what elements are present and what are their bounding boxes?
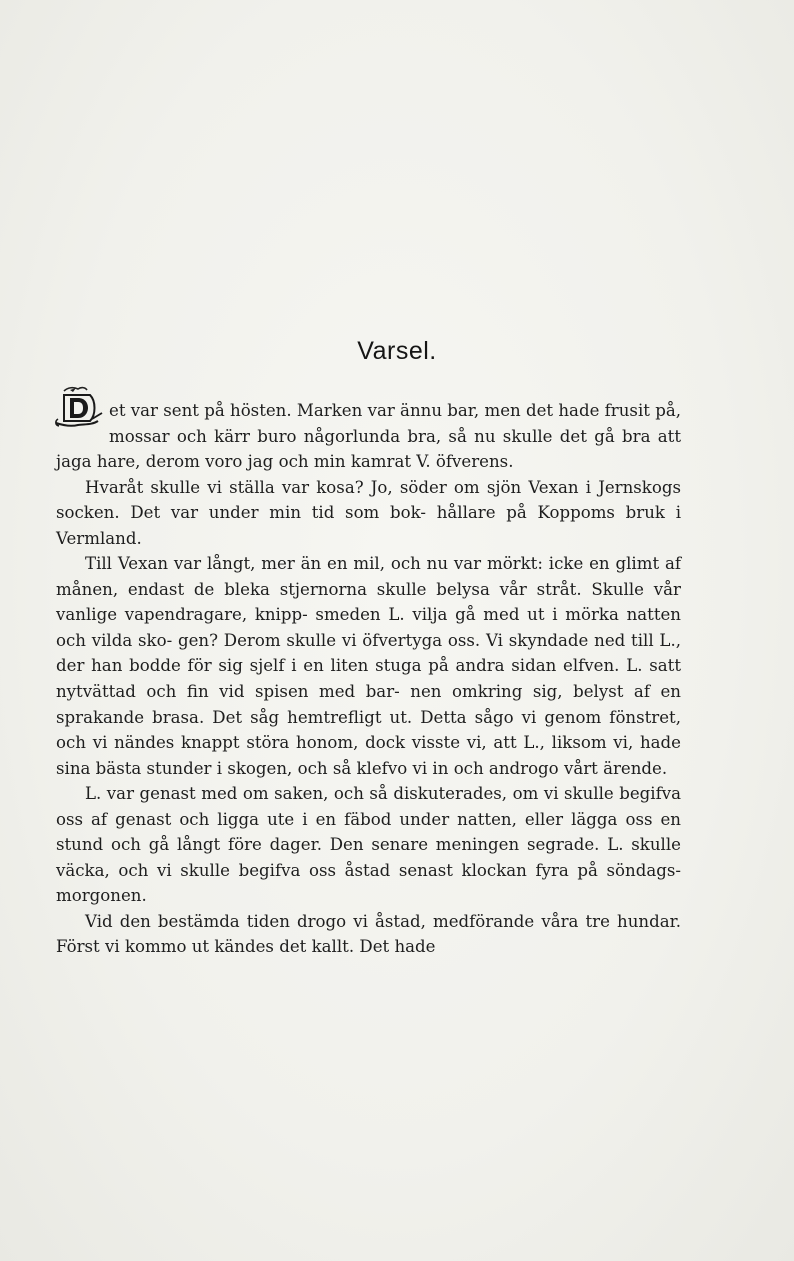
body-text [56,398,681,960]
paragraph-3: Till Vexan var långt, mer än en mil, och nu var mörkt: icke en glimt af månen, endast de bleka stjernorna skulle belysa vår stråt. Skulle vår vanlige vapendragare, knipp- smeden L. vilja gå med ut i mörka natten och vilda sko- gen? Derom skulle vi öfvertyga oss. Vi skyndade ned till L., der han bodde för sig sjelf i en liten stuga på andra sidan elfven. L. satt nytvättad och fin vid spisen med bar- nen omkring sig, belyst af en sprakande brasa. Det såg hemtrefligt ut. Detta sågo vi genom fönstret, och vi nändes knappt störa honom, dock visste vi, att L., liksom vi, hade sina bästa stunder i skogen, och så klefvo vi in och androgo vårt ärende. [56,554,681,778]
paragraph-4: L. var genast med om saken, och så diskuterades, om vi skulle begifva oss af genast och ligga ute i en fäbod under natten, eller lägga oss en stund och gå långt före dager. Den senare meningen segrade. L. skulle väcka, och vi skulle begifva oss åstad senast klockan fyra på söndags- morgonen. [56,784,681,906]
paragraph-1 [56,398,681,475]
paragraph-5: Vid den bestämda tiden drogo vi åstad, medförande våra tre hundar. Först vi kommo ut kändes det kallt. Det hade [56,911,681,957]
ornamental-drop-cap-icon [52,385,106,431]
paragraph-1-text: et var sent på hösten. Marken var ännu bar, men det hade frusit på, mossar och kärr buro någorlunda bra, så nu skulle det gå bra att jaga hare, derom voro jag och min kamrat V. öfverens. [56,401,681,472]
chapter-title: Varsel. [357,337,437,365]
paragraph-2: Hvaråt skulle vi ställa var kosa? Jo, söder om sjön Vexan i Jernskogs socken. Det var under min tid som bok- hållare på Koppoms bruk i Vermland. [56,477,681,548]
